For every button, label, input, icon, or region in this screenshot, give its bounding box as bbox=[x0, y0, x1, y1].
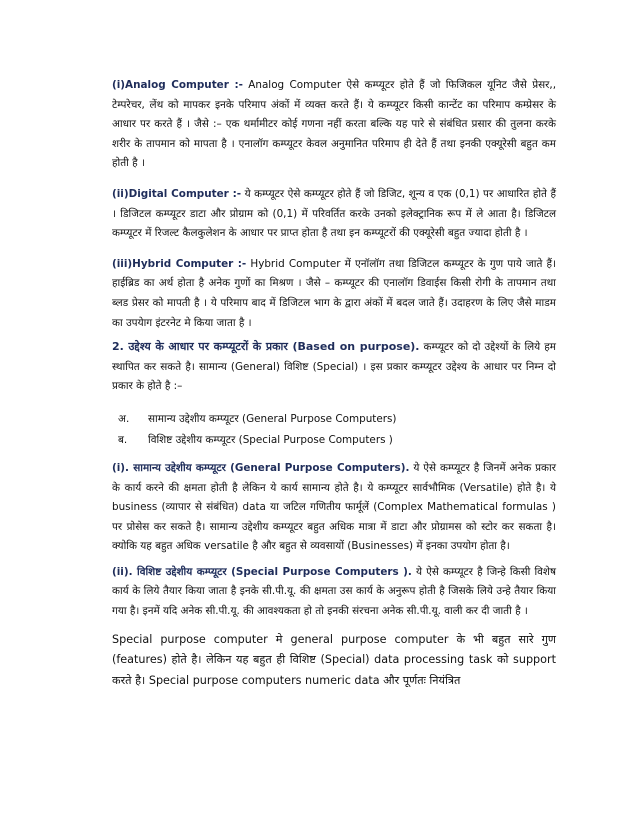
list-item-text: सामान्य उद्देशीय कम्प्यूटर (General Purpose Computers) bbox=[148, 412, 397, 425]
hybrid-computer-heading: (iii)Hybrid Computer :- bbox=[112, 257, 247, 270]
purpose-text: कम्प्यूटर को दो उद्देश्यों के लिये हम स्थापित कर सकते है। सामान्य (General) विशिष्ट (Special) । इस प्रकार कम्प्यूटर उद्देश्य के आधार पर निम्न दो प्रकार के होते है :– bbox=[112, 341, 556, 393]
hybrid-computer-text: Hybrid Computer में एनॉलॉग तथा डिजिटल कम्प्यूटर के गुण पाये जाते हैं। हाईब्रिड का अर्थ होता है अनेक गुणों का मिश्रण । जैसे – कम्प्यूटर की एनालॉग डिवाईस किसी रोगी के तापमान तथा ब्लड प्रेसर को मापती है । ये परिमाप बाद में डिजिटल भाग के द्वारा अंकों में बदल जाते हैं। उदाहरण के लिए जैसे माडम का उपयेाग इंटरनेट मे किया जाता है । bbox=[112, 257, 556, 329]
general-purpose-paragraph bbox=[112, 459, 556, 557]
list-item-text: विशिष्ट उद्देशीय कम्प्यूटर (Special Purpose Computers ) bbox=[148, 433, 393, 446]
digital-computer-heading: (ii)Digital Computer :- bbox=[112, 187, 242, 200]
general-purpose-heading: (i). सामान्य उद्देशीय कम्प्यूटर (General Purpose Computers). bbox=[112, 461, 410, 474]
purpose-types-list bbox=[112, 409, 556, 451]
special-purpose-paragraph bbox=[112, 563, 556, 622]
analog-computer-heading: (i)Analog Computer :- bbox=[112, 79, 243, 91]
digital-computer-text: ये कम्प्यूटर ऐसे कम्प्यूटर होते हैं जो डिजिट, शून्य व एक (0,1) पर आधारित होते हैं । डिजिटल कम्प्यूटर डाटा और प्रोग्राम को (0,1) में परिवर्तित करके उनको इलेक्ट्रानिक रूप में ले आता है। डिजिटल कम्प्यूटर में रिजल्ट कैलकुलेशन के आधार पर प्राप्त होता है तथा इन कम्प्यूटरों की एक्यूरेसी बहुत ज्यादा होती है । bbox=[112, 187, 556, 240]
special-purpose-text: ये ऐसे कम्प्यूटर है जिन्हे किसी विशेष कार्य के लिये तैयार किया जाता है इनके सी.पी.यू. की क्षमता उस कार्य के अनुरूप होती है जिसके लिये उन्हे तैयार किया गया है। इनमें यदि अनेक सी.पी.यू. की आवश्यकता हो तो इनकी संरचना अनेक सी.पी.यू. वाली कर दी जाती है । bbox=[112, 565, 556, 618]
list-item bbox=[112, 409, 556, 430]
special-purpose-features-paragraph: Special purpose computer मे general purpose computer के भी बहुत सारे गुण (features) होते है। लेकिन यह बहुत ही विशिष्ट (Special) data processing task को support करते है। Special purpose computers numeric data और पूर्णतः नियंत्रित bbox=[112, 632, 556, 687]
purpose-heading: 2. उद्देश्य के आधार पर कम्प्यूटरों के प्रकार (Based on purpose). bbox=[112, 340, 420, 354]
purpose-paragraph bbox=[112, 337, 556, 397]
digital-computer-paragraph bbox=[112, 185, 556, 244]
analog-computer-paragraph bbox=[112, 76, 556, 174]
list-marker: ब. bbox=[118, 433, 128, 446]
analog-computer-text: Analog Computer ऐसे कम्प्यूटर होते हैं जो फिजिकल यूनिट जैसे प्रेसर,, टेम्परेचर, लेंथ को मापकर इनके परिमाप अंकों में व्यक्त करते हैं। ये कम्प्यूटर किसी कान्टेंट का परिमाप कम्प्रेसर के आधार पर करते हैं । जैसे :– एक थर्मामीटर कोई गणना नहीं करता बल्कि यह पारे से संबंधित प्रसार की तुलना करके शरीर के तापमान को मापता है । एनालॉग कम्प्यूटर केवल अनुमानित परिमाप ही देते हैं तथा इनकी एक्यूरेसी बहुत कम होती है । bbox=[112, 79, 556, 170]
list-item bbox=[112, 430, 556, 451]
list-marker: अ. bbox=[118, 412, 130, 425]
hybrid-computer-paragraph bbox=[112, 255, 556, 333]
special-purpose-heading: (ii). विशिष्ट उद्देशीय कम्प्यूटर (Special Purpose Computers ). bbox=[112, 565, 412, 578]
general-purpose-text: ये ऐसे कम्प्यूटर है जिनमें अनेक प्रकार के कार्य करने की क्षमता होती है लेकिन ये कार्य सामान्य होते है। ये कम्प्यूटर सार्वभौमिक (Versatile) होते है। ये business (व्यापार से संबंधित) data या जटिल गणितीय फार्मूलें (Complex Mathematical formulas ) पर प्रोसेस कर सकते है। सामान्य उद्देशीय कम्प्यूटर बहुत अधिक मात्रा में डाटा और प्रोग्रामस को स्टोर कर सकता है। क्योकि यह बहुत अधिक versatile है और बहुत से व्यवसायों (Businesses) में इनका उपयोग होता है। bbox=[112, 461, 556, 553]
